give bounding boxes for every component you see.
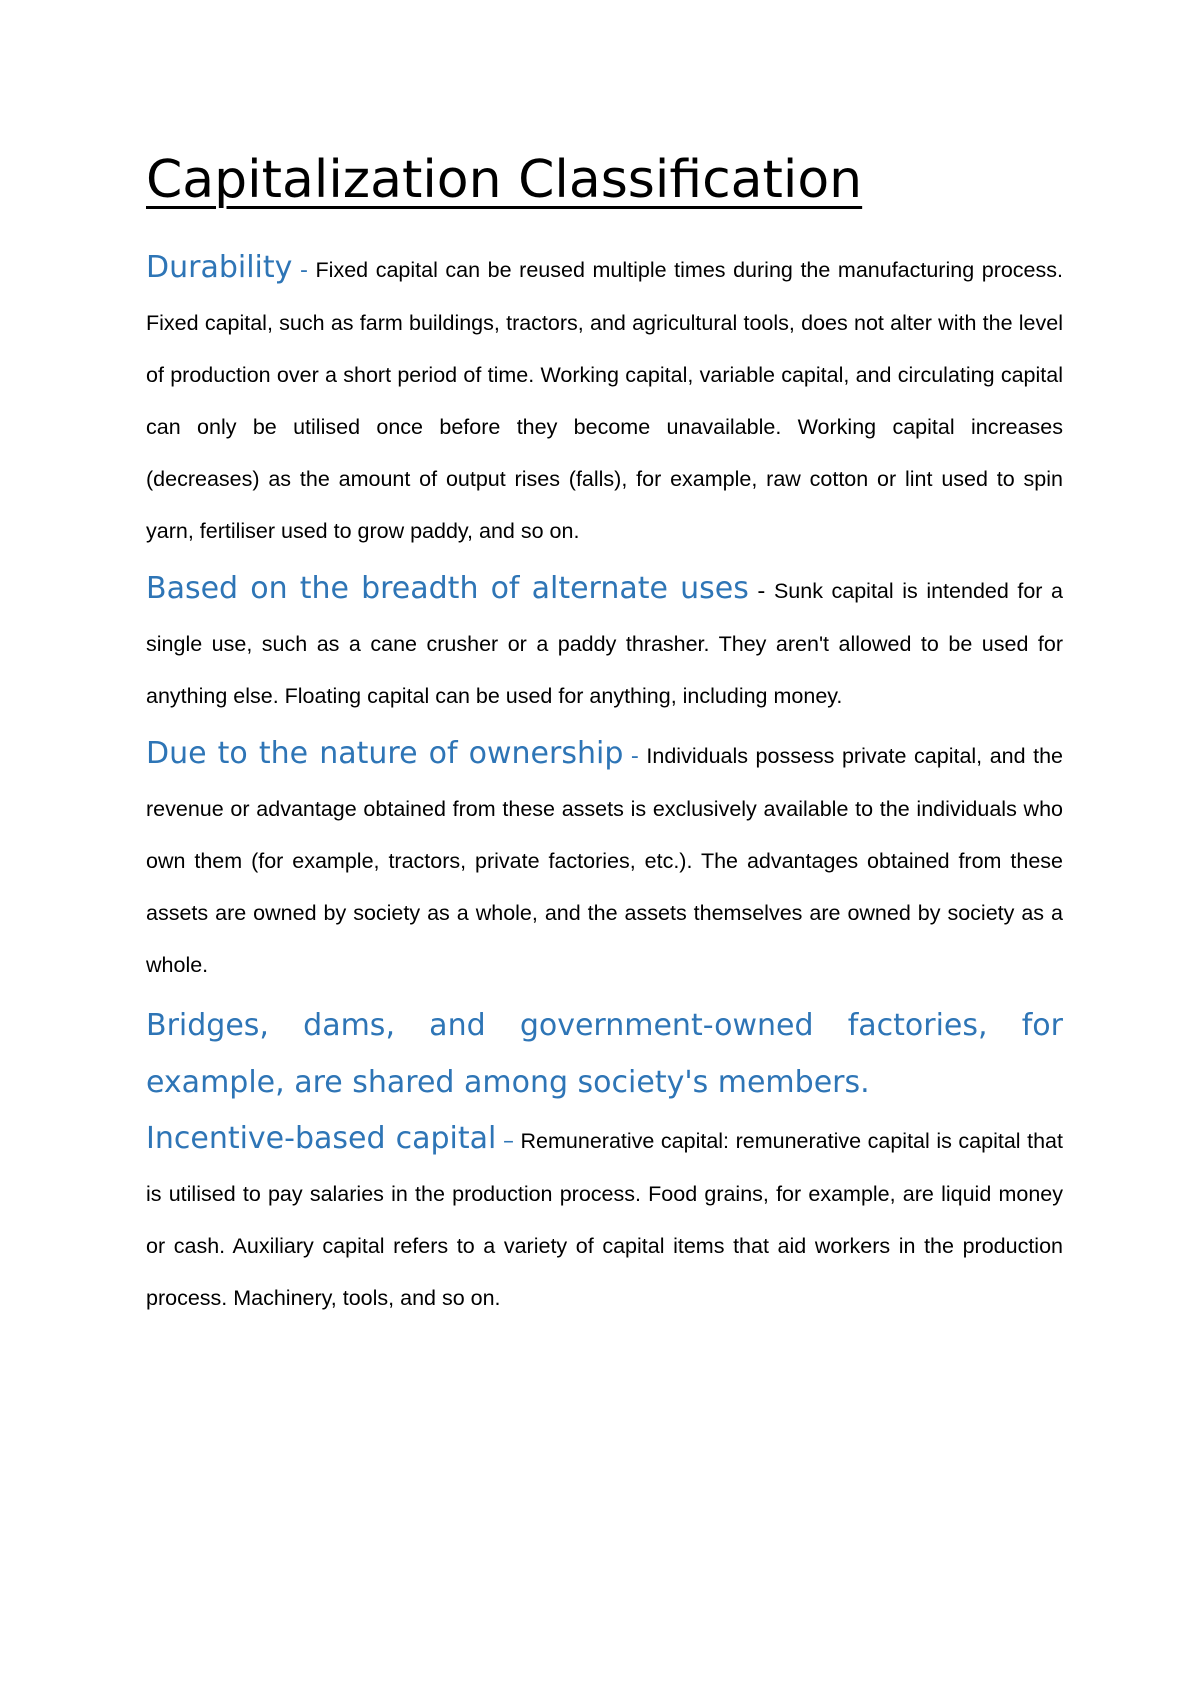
document-title: Capitalization Classification	[146, 150, 863, 210]
heading-separator: -	[757, 579, 766, 604]
section-text: Fixed capital can be reused multiple times during the manufacturing process. Fixed capital, such as farm buildings, tractors, and agricultural tools, does not alter with the level of production over a short period of time. Working capital, variable capital, and circulating capital can only be utilised once before they become unavailable. Working capital increases (decreases) as the amount of output rises (falls), for example, raw cotton or lint used to spin yarn, fertiliser used to grow paddy, and so on.	[146, 258, 1063, 543]
section-public-capital-note: Bridges, dams, and government-owned factories, for example, are shared among society's members.	[146, 1008, 1063, 1100]
section-heading: Durability	[146, 250, 293, 285]
section-heading: Due to the nature of ownership	[146, 736, 624, 771]
heading-separator: -	[300, 258, 308, 283]
section-ownership	[146, 728, 1063, 991]
section-heading: Based on the breadth of alternate uses	[146, 571, 749, 606]
heading-separator: -	[630, 744, 639, 769]
section-heading: Incentive-based capital	[146, 1121, 497, 1156]
section-text: Sunk capital is intended for a single use, such as a cane crusher or a paddy thrasher. They aren't allowed to be used for anything else. Floating capital can be used for anything, including money.	[146, 579, 1063, 708]
section-incentive-based	[146, 1113, 1063, 1324]
heading-separator: –	[502, 1129, 514, 1154]
document-body	[146, 140, 1063, 1324]
section-text: Individuals possess private capital, and the revenue or advantage obtained from these assets is exclusively available to the individuals who own them (for example, tractors, private factories, etc.). The advantages obtained from these assets are owned by society as a whole, and the assets themselves are owned by society as a whole.	[146, 744, 1063, 977]
section-durability	[146, 242, 1063, 557]
section-text: Remunerative capital: remunerative capital is capital that is utilised to pay salaries in the production process. Food grains, for example, are liquid money or cash. Auxiliary capital refers to a variety of capital items that aid workers in the production process. Machinery, tools, and so on.	[146, 1129, 1063, 1310]
section-alternate-uses	[146, 563, 1063, 722]
